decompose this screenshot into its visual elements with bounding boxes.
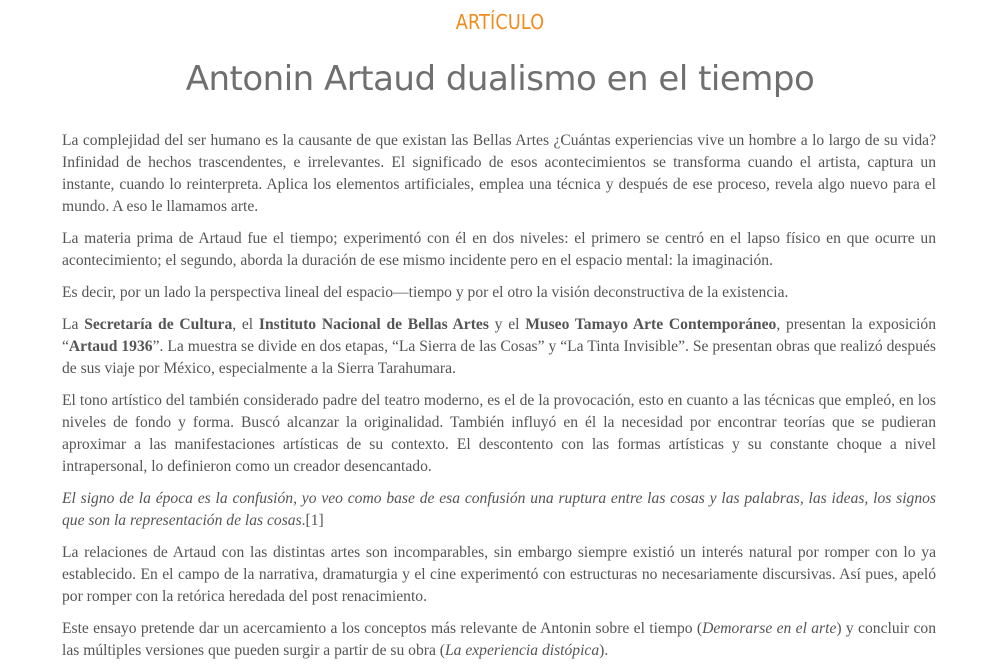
article-title: Antonin Artaud dualismo en el tiempo <box>185 59 815 99</box>
footnote-reference: .[1] <box>301 512 324 529</box>
paragraph-8 <box>62 618 936 662</box>
paragraph-4 <box>62 314 936 380</box>
paragraph-1: La complejidad del ser humano es la causante de que existan las Bellas Artes ¿Cuántas experiencias vive un hombre a lo largo de su vida? Infinidad de hechos trascendentes, e irrelevantes. El significado de esos acontecimientos se transforma cuando el artista, captura un instante, cuando lo reinterpreta. Aplica los elementos artificiales, emplea una técnica y después de ese proceso, revela algo nuevo para el mundo. A eso le llamamos arte. <box>62 132 936 215</box>
paragraph-6 <box>62 488 936 532</box>
paragraph-5: El tono artístico del también considerado padre del teatro moderno, es el de la provocación, esto en cuanto a las técnicas que empleó, en los niveles de fondo y forma. Buscó alcanzar la originalidad. También influyó en él la necesidad por encontrar teorías que se pudieran aproximar a las manifestaciones artísticas de su contexto. El descontento con las formas artísticas y su constante choque a nivel intrapersonal, lo definieron como un creador desencantado. <box>62 392 936 475</box>
quote-text: El signo de la época es la confusión, yo veo como base de esa confusión una ruptura entre las cosas y las palabras, las ideas, los signos que son la representación de las cosas <box>62 490 936 529</box>
p8-text-1: Este ensayo pretende dar un acercamiento a los conceptos más relevante de Antonin sobre el tiempo ( <box>62 620 703 637</box>
p4-text-2: , el <box>232 316 259 333</box>
p4-text-3: y el <box>488 316 526 333</box>
p8-text-3: ). <box>599 642 609 659</box>
italic-experiencia: La experiencia distópica <box>444 642 600 659</box>
paragraph-3: Es decir, por un lado la perspectiva lineal del espacio—tiempo y por el otro la visión deconstructiva de la existencia. <box>62 284 789 301</box>
p4-text-5: ”. La muestra se divide en dos etapas, “La Sierra de las Cosas” y “La Tinta Invisible”. Se presentan obras que realizó después de sus viaje por México, especialmente a la Sierra Tarahumara. <box>62 338 936 377</box>
paragraph-2: La materia prima de Artaud fue el tiempo; experimentó con él en dos niveles: el primero se centró en el lapso físico en que ocurre un acontecimiento; el segundo, aborda la duración de ese mismo incidente pero en el espacio mental: la imaginación. <box>62 230 936 269</box>
paragraph-7: La relaciones de Artaud con las distintas artes son incomparables, sin embargo siempre existió un interés natural por romper con lo ya establecido. En el campo de la narrativa, dramaturgia y el cine experimentó con estructuras no necesariamente discursivas. Así pues, apeló por romper con la retórica heredada del post renacimiento. <box>62 544 936 605</box>
article-body <box>62 130 936 672</box>
p4-text-1: La <box>62 316 85 333</box>
p8-text-2: ) y concluir con las múltiples versiones que pueden surgir a partir de su obra ( <box>62 620 937 659</box>
p4-text-4: , presentan la exposición “ <box>62 316 937 355</box>
bold-museo-tamayo: Museo Tamayo Arte Contemporáneo <box>525 316 777 333</box>
bold-inba: Instituto Nacional de Bellas Artes <box>258 316 489 333</box>
bold-secretaria: Secretaría de Cultura <box>84 316 233 333</box>
article-header <box>0 0 1000 99</box>
italic-demorarse: Demorarse en el arte <box>702 620 837 637</box>
bold-exhibition-name: Artaud 1936 <box>68 338 153 355</box>
section-label: ARTÍCULO <box>455 10 545 34</box>
